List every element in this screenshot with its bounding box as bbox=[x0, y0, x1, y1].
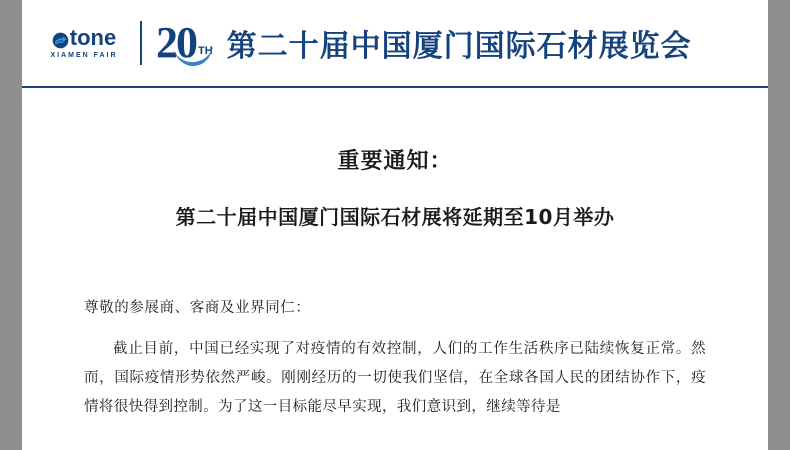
document-sheet bbox=[22, 0, 768, 450]
anniversary-badge bbox=[156, 18, 213, 68]
notice-title: 重要通知： bbox=[337, 149, 453, 174]
header-divider bbox=[140, 21, 142, 65]
document-body bbox=[22, 88, 768, 450]
header-title: 第二十届中国厦门国际石材展览会 bbox=[226, 29, 692, 64]
brand-logo bbox=[38, 27, 130, 59]
anniversary-number: 20 bbox=[156, 18, 196, 68]
stone-fair-logo-icon bbox=[52, 31, 69, 48]
brand-logo-subtitle: XIAMEN FAIR bbox=[50, 52, 118, 59]
page-gutter-left bbox=[0, 0, 22, 450]
anniversary-suffix: TH bbox=[198, 44, 213, 57]
notice-paragraph: 截止目前，中国已经实现了对疫情的有效控制，人们的工作生活秩序已陆续恢复正常。然而，国际疫情形势依然严峻。刚刚经历的一切使我们坚信，在全球各国人民的团结协作下，疫情将很快得到控制。为了这一目标能尽早实现，我们意识到，继续等待是 bbox=[84, 341, 706, 415]
brand-logo-text: tone bbox=[69, 25, 117, 50]
document-header bbox=[22, 0, 768, 88]
page-gutter-right bbox=[768, 0, 790, 450]
notice-salutation: 尊敬的参展商、客商及业界同仁： bbox=[84, 300, 311, 316]
brand-logo-wordmark bbox=[52, 27, 116, 49]
notice-subtitle: 第二十届中国厦门国际石材展将延期至10月举办 bbox=[175, 205, 615, 229]
